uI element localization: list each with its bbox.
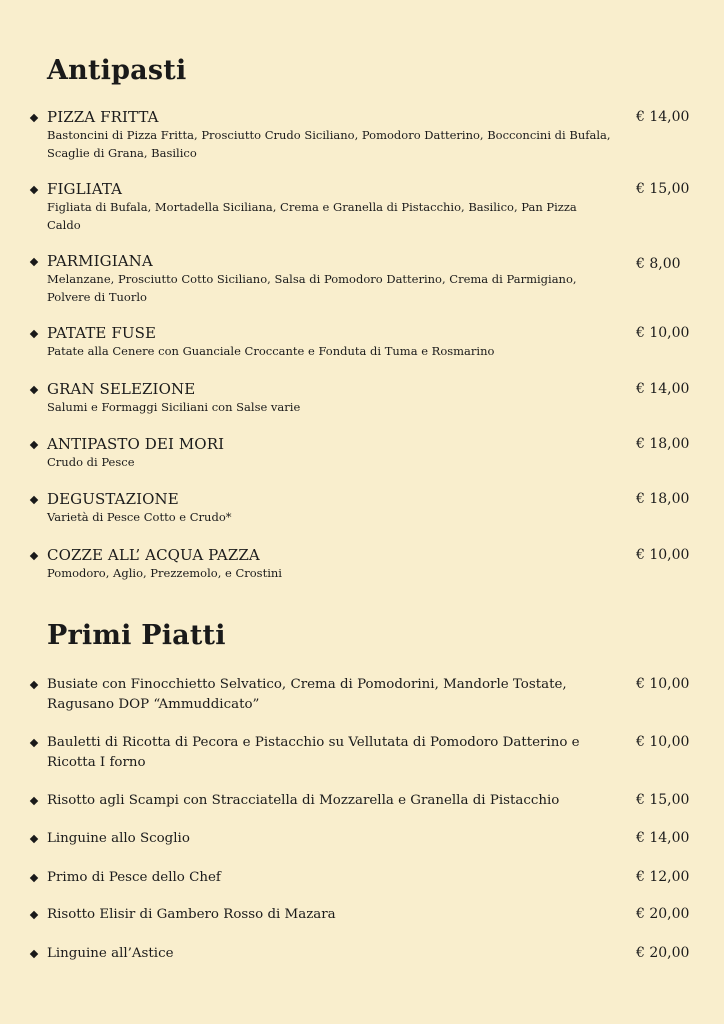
item-price: € 15,00 [636, 792, 690, 808]
item-price: € 8,00 [636, 256, 681, 272]
item-description: Salumi e Formaggi Siciliani con Salse varie [47, 400, 301, 414]
item-description: Pomodoro, Aglio, Prezzemolo, e Crostini [47, 566, 282, 580]
item-name: PATATE FUSE [47, 324, 157, 342]
section-title-antipasti: Antipasti [47, 55, 187, 86]
diamond-bullet-icon [30, 552, 38, 560]
item-price: € 10,00 [636, 547, 690, 563]
item-name: PARMIGIANA [47, 252, 153, 270]
item-price: € 10,00 [636, 676, 690, 692]
diamond-bullet-icon [30, 330, 38, 338]
item-description: Bastoncini di Pizza Fritta, Prosciutto Crudo Siciliano, Pomodoro Datterino, Bocconcini di Bufala, Scaglie di Grana, Basilico [47, 128, 611, 160]
item-name: COZZE ALL’ ACQUA PAZZA [47, 546, 260, 564]
diamond-bullet-icon [30, 835, 38, 843]
item-price: € 20,00 [636, 906, 690, 922]
item-price: € 10,00 [636, 734, 690, 750]
diamond-bullet-icon [30, 797, 38, 805]
diamond-bullet-icon [30, 114, 38, 122]
section-title-primi-piatti: Primi Piatti [47, 620, 226, 651]
item-price: € 20,00 [636, 945, 690, 961]
item-description: Melanzane, Prosciutto Cotto Siciliano, Salsa di Pomodoro Datterino, Crema di Parmigiano, Polvere di Tuorlo [47, 272, 577, 304]
item-name: Primo di Pesce dello Chef [47, 870, 221, 885]
item-name: PIZZA FRITTA [47, 108, 159, 126]
diamond-bullet-icon [30, 258, 38, 266]
diamond-bullet-icon [30, 950, 38, 958]
item-price: € 14,00 [636, 109, 690, 125]
item-name: Busiate con Finocchietto Selvatico, Crema di Pomodorini, Mandorle Tostate, Ragusano DOP “Ammuddicato” [47, 677, 567, 712]
diamond-bullet-icon [30, 386, 38, 394]
item-name: FIGLIATA [47, 180, 123, 198]
item-description: Varietà di Pesce Cotto e Crudo* [47, 510, 232, 524]
item-price: € 14,00 [636, 830, 690, 846]
diamond-bullet-icon [30, 441, 38, 449]
item-price: € 14,00 [636, 381, 690, 397]
item-name: Linguine all’Astice [47, 946, 174, 961]
diamond-bullet-icon [30, 911, 38, 919]
item-price: € 10,00 [636, 325, 690, 341]
diamond-bullet-icon [30, 496, 38, 504]
item-price: € 12,00 [636, 869, 690, 885]
item-name: Bauletti di Ricotta di Pecora e Pistacchio su Vellutata di Pomodoro Datterino e Ricotta I forno [47, 735, 580, 770]
diamond-bullet-icon [30, 874, 38, 882]
item-name: GRAN SELEZIONE [47, 380, 196, 398]
diamond-bullet-icon [30, 739, 38, 747]
item-price: € 15,00 [636, 181, 690, 197]
diamond-bullet-icon [30, 186, 38, 194]
item-name: Linguine allo Scoglio [47, 831, 190, 846]
item-description: Patate alla Cenere con Guanciale Croccante e Fonduta di Tuma e Rosmarino [47, 344, 495, 358]
item-description: Figliata di Bufala, Mortadella Siciliana, Crema e Granella di Pistacchio, Basilico, Pan Pizza Caldo [47, 200, 577, 232]
item-name: Risotto agli Scampi con Stracciatella di Mozzarella e Granella di Pistacchio [47, 793, 560, 808]
item-name: Risotto Elisir di Gambero Rosso di Mazara [47, 907, 336, 922]
item-name: ANTIPASTO DEI MORI [47, 435, 225, 453]
item-name: DEGUSTAZIONE [47, 490, 179, 508]
item-price: € 18,00 [636, 491, 690, 507]
item-price: € 18,00 [636, 436, 690, 452]
diamond-bullet-icon [30, 681, 38, 689]
item-description: Crudo di Pesce [47, 455, 135, 469]
